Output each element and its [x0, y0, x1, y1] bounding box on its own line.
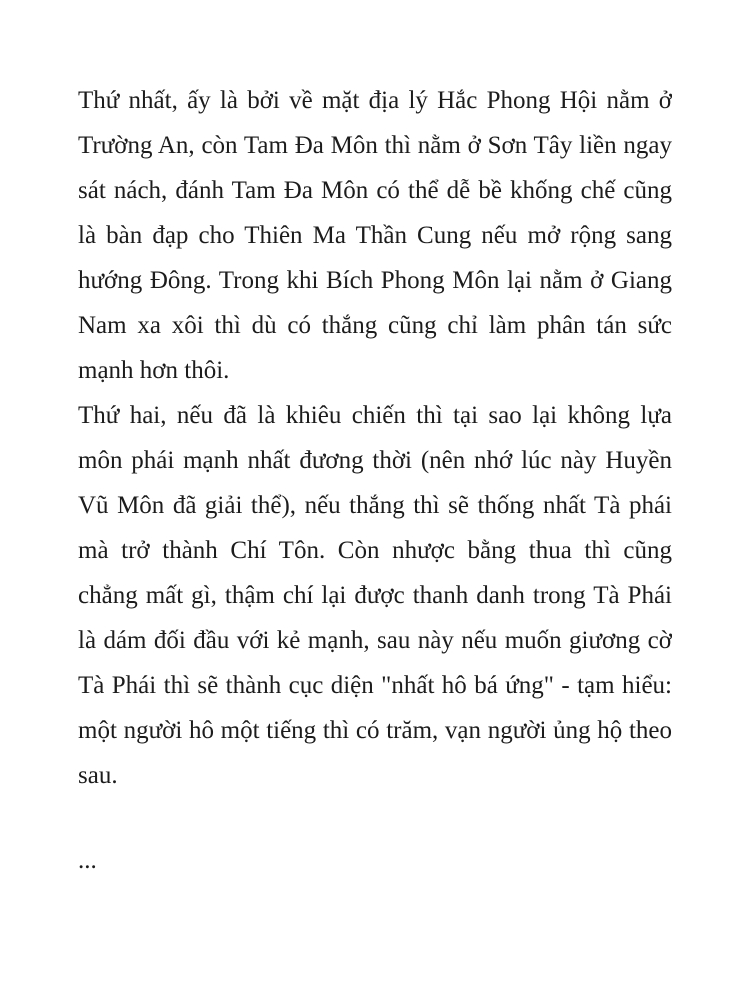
text-line: mạnh hơn thôi.	[78, 357, 230, 384]
text-line: Nam xa xôi thì dù có thắng cũng chỉ làm phân tán sức	[78, 312, 672, 339]
text-line: một người hô một tiếng thì có trăm, vạn người ủng hộ theo	[78, 717, 672, 744]
text-line: Vũ Môn đã giải thể), nếu thắng thì sẽ thống nhất Tà phái	[78, 492, 672, 519]
paragraph-ellipsis	[78, 838, 672, 883]
paragraph-1	[78, 78, 672, 393]
text-line: chẳng mất gì, thậm chí lại được thanh danh trong Tà Phái	[78, 582, 672, 609]
text-line: là bàn đạp cho Thiên Ma Thần Cung nếu mở rộng sang	[78, 222, 672, 249]
text-line: Thứ hai, nếu đã là khiêu chiến thì tại sao lại không lựa	[78, 402, 672, 429]
text-line: mà trở thành Chí Tôn. Còn nhược bằng thua thì cũng	[78, 537, 672, 564]
text-line: Tà Phái thì sẽ thành cục diện "nhất hô bá ứng" - tạm hiểu:	[78, 672, 672, 699]
text-line: môn phái mạnh nhất đương thời (nên nhớ lúc này Huyền	[78, 447, 672, 474]
text-line: sát nách, đánh Tam Đa Môn có thể dễ bề khống chế cũng	[78, 177, 672, 204]
text-line: Trường An, còn Tam Đa Môn thì nằm ở Sơn Tây liền ngay	[78, 132, 672, 159]
ellipsis-line: ...	[78, 847, 97, 874]
text-line: là dám đối đầu với kẻ mạnh, sau này nếu muốn giương cờ	[78, 627, 672, 654]
paragraph-2	[78, 393, 672, 798]
text-line: Thứ nhất, ấy là bởi về mặt địa lý Hắc Phong Hội nằm ở	[78, 87, 672, 114]
text-line: sau.	[78, 762, 118, 789]
text-line: hướng Đông. Trong khi Bích Phong Môn lại nằm ở Giang	[78, 267, 672, 294]
